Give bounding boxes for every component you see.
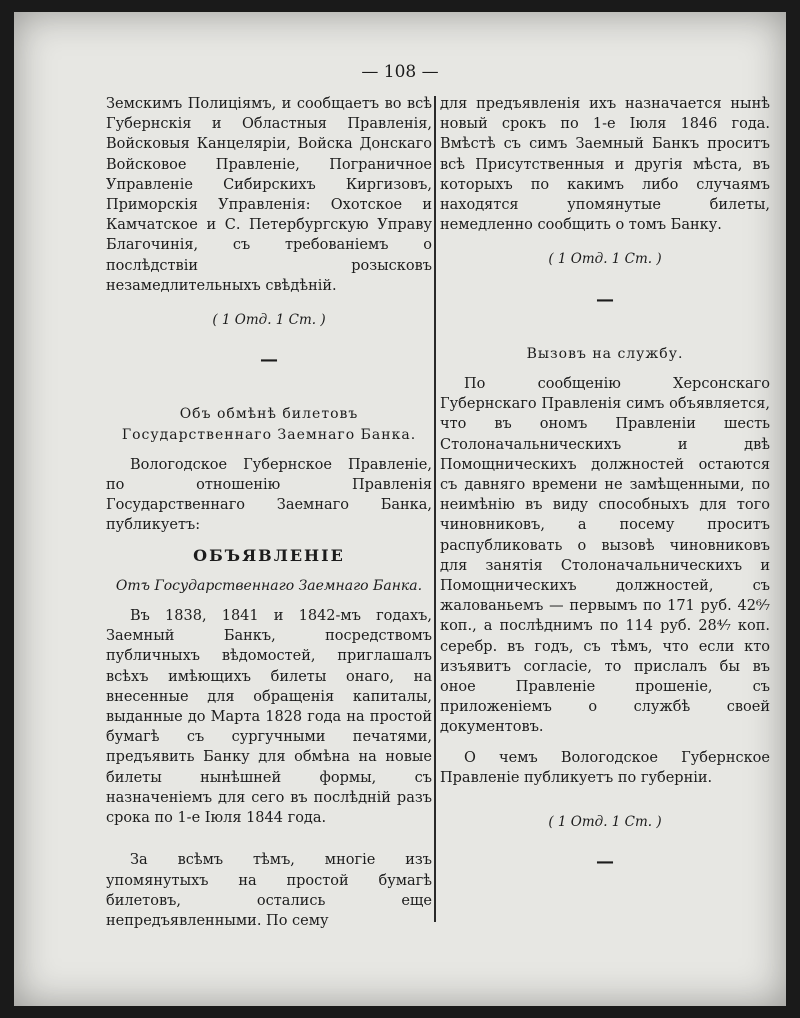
book-page	[14, 12, 786, 1006]
section-heading-call-to-service: Вызовъ на службу.	[526, 345, 684, 362]
right-separator-dash-1: —	[596, 288, 614, 310]
right-signature-2: ( 1 Отд. 1 Ст. )	[548, 814, 662, 831]
right-continuation-text: для предъявленія ихъ назначается нынѣ новый срокъ по 1-е Іюля 1846 года. Вмѣстѣ съ симъ Заемный Банкъ проситъ всѣ Присутственныя и другія мѣста, въ которыхъ по какимъ либо случаямъ находятся упомянутые билеты, немедленно сообщить о томъ Банку.	[440, 96, 770, 234]
left-column	[106, 94, 432, 931]
left-continuation-text: Земскимъ Полиціямъ, и сообщаетъ во всѣ Губернскія и Областныя Правленія, Войсковыя Канцеляріи, Войска Донскаго Войсковое Правленіе, Пограничное Управленіе Сибирскихъ Киргизовъ, Приморскія Управленія: Охотское и Камчатское и С. Петербургскую Управу Благочинія, съ требованіемъ о послѣдствіи розысковъ незамедлительныхъ свѣдѣній.	[106, 96, 432, 294]
service-paragraph-1: По сообщенію Херсонскаго Губернскаго Правленія симъ объявляется, что въ ономъ Правленіи шесть Столоначальническихъ и двѣ Помощническихъ должностей остаются съ давняго времени не замѣщенными, по неимѣнію въ виду способныхъ для того чиновниковъ, а посему проситъ распубликовать о вызовѣ чиновниковъ для занятія Столоначальническихъ и Помощническихъ должностей, съ жалованьемъ — первымъ по 171 руб. 42⁶⁄₇ коп., а послѣднимъ по 114 руб. 28⁴⁄₇ коп. серебр. въ годъ, съ тѣмъ, что если кто изъявитъ согласіе, то прислалъ бы въ оное Правленіе прошеніе, съ приложеніемъ о службѣ своей документовъ.	[440, 376, 770, 736]
page-number: — 108 —	[361, 62, 439, 82]
intro-paragraph: Вологодское Губернское Правленіе, по отношенію Правленія Государственнаго Заемнаго Банка, публикуетъ:	[106, 456, 432, 534]
left-separator-dash: —	[260, 349, 278, 371]
announcement-title: ОБЪЯВЛЕНІЕ	[193, 545, 345, 565]
right-column	[440, 94, 770, 873]
section-heading-bank-tickets: Объ обмѣнѣ билетовъ Государственнаго Заемнаго Банка.	[121, 406, 417, 443]
left-signature-1: ( 1 Отд. 1 Ст. )	[212, 312, 326, 329]
column-divider	[434, 96, 436, 922]
bank-paragraph-2: За всѣмъ тѣмъ, многіе изъ упомянутыхъ на простой бумагѣ билетовъ, остались еще непредъявленными. По сему	[106, 852, 432, 929]
bank-paragraph-1: Въ 1838, 1841 и 1842-мъ годахъ, Заемный Банкъ, посредствомъ публичныхъ вѣдомостей, приглашалъ всѣхъ имѣющихъ билеты онаго, на внесенные для обращенія капиталы, выданные до Марта 1828 года на простой бумагѣ съ сургучными печатями, предъявить Банку для обмѣна на новые билеты нынѣшней формы, съ назначеніемъ для сего въ послѣдній разъ срока по 1-е Іюля 1844 года.	[106, 608, 432, 827]
right-signature-1: ( 1 Отд. 1 Ст. )	[548, 251, 662, 268]
right-separator-dash-2: —	[596, 851, 614, 873]
service-paragraph-2: О чемъ Вологодское Губернское Правленіе публикуетъ по губерніи.	[440, 749, 770, 786]
announcement-subtitle: Отъ Государственнаго Заемнаго Банка.	[115, 577, 423, 594]
